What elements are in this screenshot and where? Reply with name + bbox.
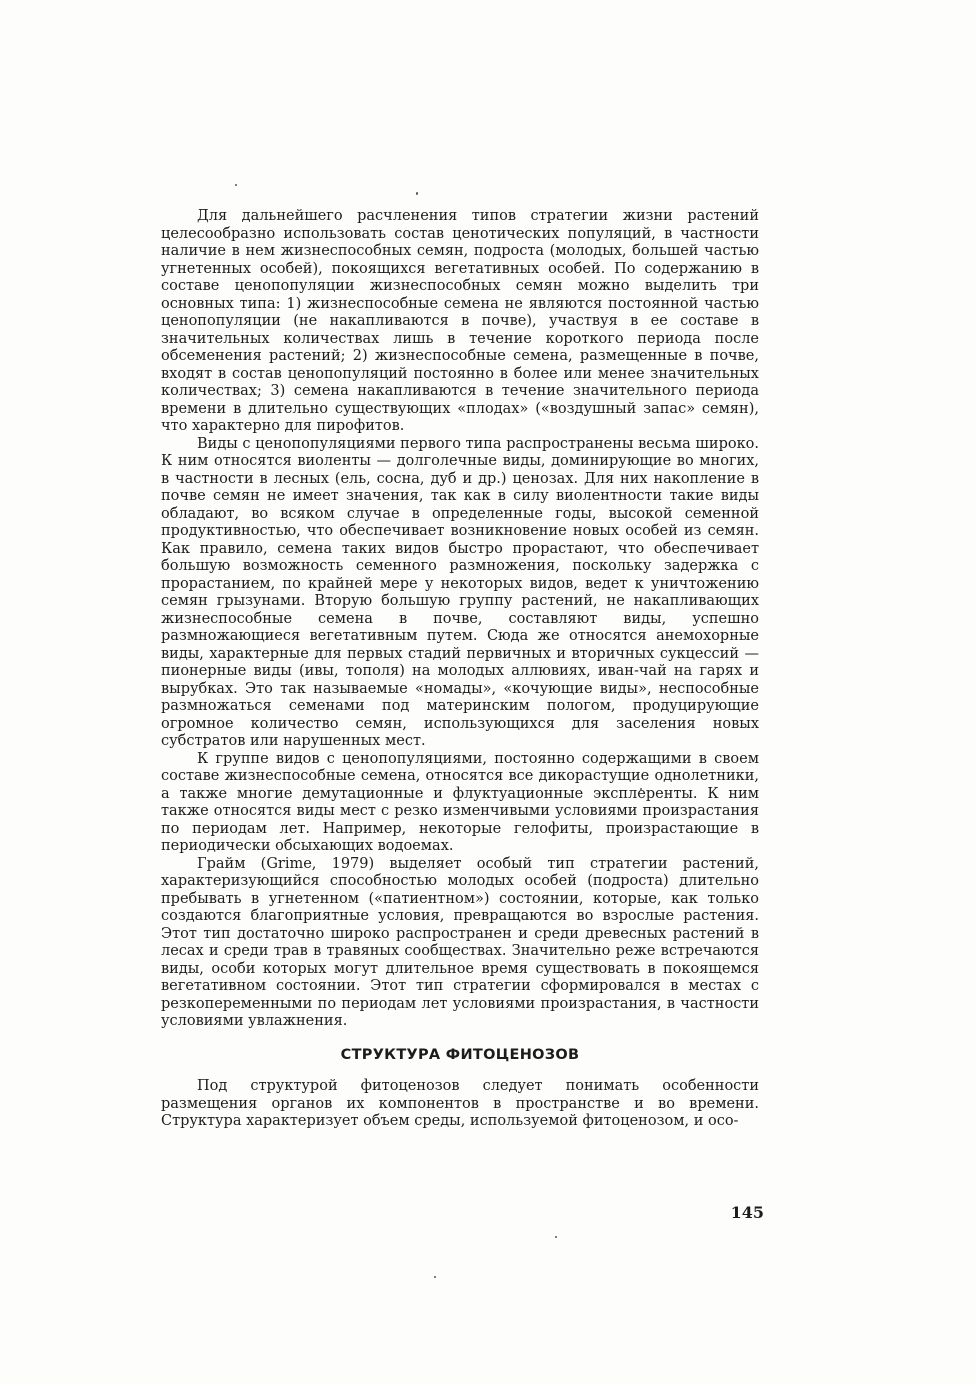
section-heading: СТРУКТУРА ФИТОЦЕНОЗОВ — [340, 1046, 580, 1063]
paragraph-permanent-seed-bank: К группе видов с ценопопуляциями, постоянно содержащими в своем составе жизнеспособные семена, относятся все дикорастущие однолетники, а также многие демутационные и флуктуационные эксплеренты. К ним также относятся виды мест с резко изменчивыми условиями произрастания по периодам лет. Например, некоторые гелофиты, произрастающие в периодически обсыхающих водоемах. — [161, 750, 759, 854]
paragraph-phytocenosis-structure: Под структурой фитоценозов следует понимать особенности размещения органов их компонентов в пространстве и во времени. Структура характеризует объем среды, используемой фитоценозом, и осо- — [161, 1078, 759, 1129]
scan-speck — [555, 1236, 557, 1238]
paragraph-grime-patient-strategy: Грайм (Grime, 1979) выделяет особый тип стратегии растений, характеризующийся способностью молодых особей (подроста) длительно пребывать в угнетенном («патиентном») состоянии, которые, как только создаются благоприятные условия, превращаются во взрослые растения. Этот тип достаточно широко распространен и среди древесных растений в лесах и среди трав в травяных сообществах. Значительно реже встречаются виды, особи которых могут длительное время существовать в покоящемся вегетативном состоянии. Этот тип стратегии сформировался в местах с резкопеременными по периодам лет условиями произрастания, в частности условиями увлажнения. — [161, 855, 759, 1029]
scan-speck — [434, 1276, 436, 1278]
paragraph-first-type-populations: Виды с ценопопуляциями первого типа распространены весьма широко. К ним относятся виоленты — долголечные виды, доминирующие во многих, в частности в лесных (ель, сосна, дуб и др.) ценозах. Для них накопление в почве семян не имеет значения, так как в силу виолентности такие виды обладают, во всяком случае в определенные годы, высокой семенной продуктивностью, что обеспечивает возникновение новых особей из семян. Как правило, семена таких видов быстро прорастают, что обеспечивает большую возможность семенного размножения, поскольку задержка с прорастанием, по крайней мере у некоторых видов, ведет к уничтожению семян грызунами. Вторую большую группу растений, не накапливающих жизнеспособные семена в почве, составляют виды, успешно размножающиеся вегетативным путем. Сюда же относятся анемохорные виды, характерные для первых стадий первичных и вторичных сукцессий — пионерные виды (ивы, тополя) на молодых аллювиях, иван-чай на гарях и вырубках. Это так называемые «номады», «кочующие виды», неспособные размножаться семенами под материнским пологом, продуцирующие огромное количество семян, использующихся для заселения новых субстратов или нарушенных мест. — [161, 435, 759, 749]
paragraph-seed-strategy-types: Для дальнейшего расчленения типов стратегии жизни растений целесообразно использовать состав ценотических популяций, в частности наличие в нем жизнеспособных семян, подроста (молодых, большей частью угнетенных особей), покоящихся вегетативных особей. По содержанию в составе ценопопуляции жизнеспособных семян можно выделить три основных типа: 1) жизнеспособные семена не являются постоянной частью ценопопуляции (не накапливаются в почве), участвуя в ее составе в значительных количествах лишь в течение короткого периода после обсеменения растений; 2) жизнеспособные семена, размещенные в почве, входят в состав ценопопуляций постоянно в более или менее значительных количествах; 3) семена накапливаются в течение значительного периода времени в длительно существующих «плодах» («воздушный запас» семян), что характерно для пирофитов. — [161, 208, 759, 434]
scan-speck — [416, 192, 418, 195]
page-number: 145 — [730, 1203, 764, 1222]
body-text — [161, 208, 759, 1131]
scan-speck — [235, 184, 237, 186]
